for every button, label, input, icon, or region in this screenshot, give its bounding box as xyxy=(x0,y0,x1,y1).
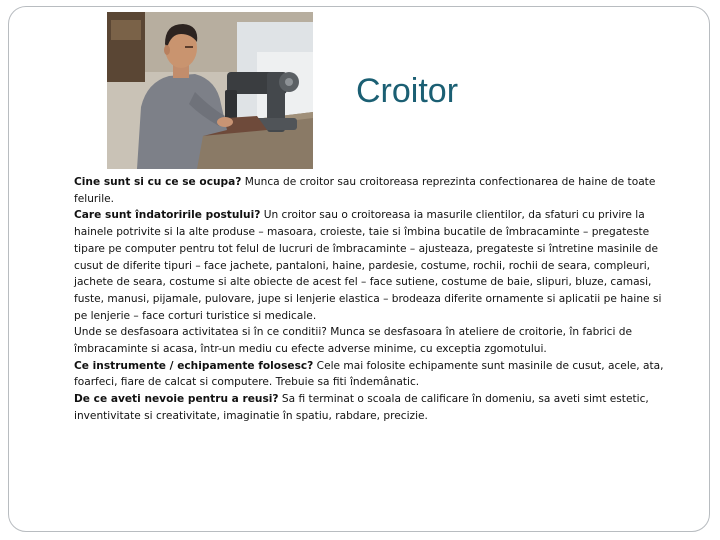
answer-who: Munca de croitor sau croitoreasa reprezinta confectionarea de haine de toate felurile. xyxy=(74,176,656,205)
paragraph-who xyxy=(74,174,674,207)
answer-requirements: Sa fi terminat o scoala de calificare în domeniu, sa aveti simt estetic, inventivitate si creativitate, imaginatie în spatiu, rabdare, precizie. xyxy=(74,393,649,422)
question-tools: Ce instrumente / echipamente folosesc? xyxy=(74,359,314,372)
paragraph-requirements xyxy=(74,391,674,424)
answer-tools: Cele mai folosite echipamente sunt masinile de cusut, acele, ata, foarfeci, fiare de calcat si computere. Trebuie sa fiti îndemânatic. xyxy=(74,359,664,389)
question-requirements: De ce aveti nevoie pentru a reusi? xyxy=(74,393,279,406)
tailor-photo xyxy=(107,12,313,169)
question-duties: Care sunt îndatoririle postului? xyxy=(74,209,261,222)
paragraph-duties xyxy=(74,207,674,324)
question-who: Cine sunt si cu ce se ocupa? xyxy=(74,176,242,188)
slide-body xyxy=(74,174,674,425)
paragraph-tools xyxy=(74,358,674,391)
paragraph-where xyxy=(74,324,674,357)
answer-duties: Un croitor sau o croitoreasa ia masurile clientilor, da sfaturi cu privire la hainele potrivite si la alte produse – masoara, croieste, taie si îmbina bucatile de îmbracaminte – pregateste tipare pe computer pentru tot felul de lucruri de îmbracaminte – ajusteaza, pregateste si întretine masinile de cusut de diferite tipuri – face jachete, pantaloni, haine, pardesie, costume, rochii, rochii de seara, compleuri, jachete de seara, costume si alte obiecte de acest fel – face sutiene, costume de baie, slipuri, bluze, camasi, fuste, manusi, pijamale, pulovare, jupe si lenjerie elastica – brodeaza diferite ornamente si aplicatii pe haine si pe lenjerie – face corturi turistice si medicale. xyxy=(74,209,662,322)
tailor-photo-illustration xyxy=(107,12,313,169)
slide-title: Croitor xyxy=(356,72,459,110)
answer-where: Unde se desfasoara activitatea si în ce conditii? Munca se desfasoara în ateliere de croitorie, în fabrici de îmbracaminte si acasa, într-un mediu cu efecte adverse minime, cu exceptia zgomotului. xyxy=(74,326,633,356)
